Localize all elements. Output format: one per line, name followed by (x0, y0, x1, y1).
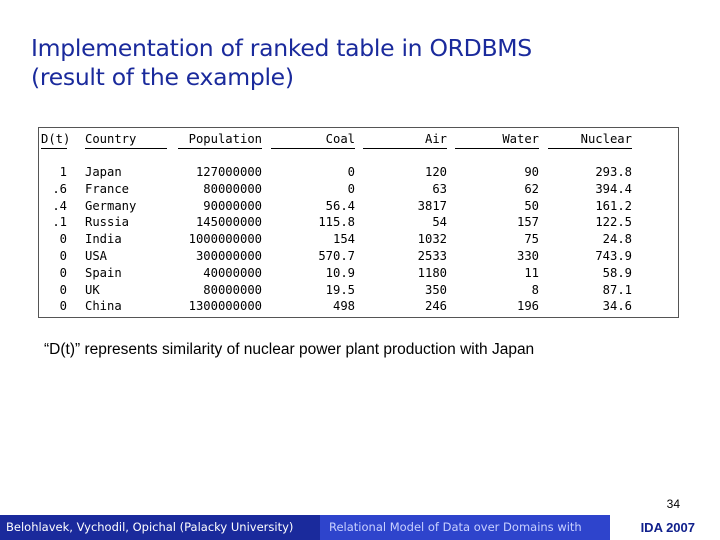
cell-water: 157 (516, 215, 539, 230)
header-rule (178, 148, 262, 149)
cell-dt: .6 (52, 181, 67, 196)
cell-coal: 19.5 (325, 282, 355, 297)
slide-title-line-2: (result of the example) (31, 63, 294, 91)
header-rule (363, 148, 447, 149)
cell-dt: 0 (59, 249, 67, 263)
header-coal: Coal (325, 132, 355, 146)
cell-air: 350 (424, 282, 447, 297)
cell-water: 196 (516, 299, 539, 314)
cell-water: 50 (524, 198, 539, 213)
cell-air: 246 (424, 299, 447, 314)
cell-country: Japan (85, 165, 122, 179)
cell-air: 54 (432, 215, 447, 230)
cell-air: 63 (432, 181, 447, 196)
cell-water: 330 (516, 249, 539, 263)
cell-coal: 56.4 (325, 198, 355, 213)
table-row (39, 248, 678, 265)
cell-dt: 0 (59, 282, 67, 297)
cell-coal: 10.9 (325, 265, 355, 280)
cell-nuclear: 122.5 (595, 215, 632, 230)
cell-coal: 154 (332, 232, 355, 247)
header-water: Water (502, 132, 539, 146)
cell-population: 80000000 (203, 181, 262, 196)
header-rule (455, 148, 539, 149)
cell-coal: 0 (347, 181, 355, 196)
cell-dt: .1 (52, 215, 67, 230)
cell-nuclear: 87.1 (602, 282, 632, 297)
header-air: Air (424, 132, 447, 146)
header-rule (548, 148, 632, 149)
cell-country: Germany (85, 198, 137, 213)
header-dt: D(t) (41, 132, 71, 146)
header-population: Population (188, 132, 262, 146)
slide-caption: “D(t)” represents similarity of nuclear power plant production with Japan (44, 341, 535, 358)
table-row (39, 164, 678, 181)
cell-water: 11 (524, 265, 539, 280)
cell-water: 8 (531, 282, 539, 297)
cell-population: 300000000 (195, 249, 262, 263)
cell-nuclear: 34.6 (602, 299, 632, 314)
cell-coal: 498 (332, 299, 355, 314)
cell-population: 145000000 (195, 215, 262, 230)
footer-bar (0, 513, 720, 540)
footer-authors: Belohlavek, Vychodil, Opichal (Palacky University) (0, 515, 320, 540)
cell-air: 3817 (417, 198, 447, 213)
cell-dt: 0 (59, 299, 67, 314)
cell-water: 62 (524, 181, 539, 196)
cell-coal: 570.7 (318, 249, 355, 263)
cell-dt: 0 (59, 265, 67, 280)
cell-coal: 115.8 (318, 215, 355, 230)
cell-nuclear: 58.9 (602, 265, 632, 280)
table-row (39, 282, 678, 299)
header-rule (271, 148, 355, 149)
cell-nuclear: 743.9 (595, 249, 632, 263)
cell-population: 40000000 (203, 265, 262, 280)
table-row (39, 214, 678, 231)
page-number: 34 (666, 497, 680, 511)
cell-population: 127000000 (195, 165, 262, 179)
slide-title-line-1: Implementation of ranked table in ORDBMS (31, 34, 532, 62)
table-row (39, 231, 678, 248)
cell-population: 1300000000 (188, 299, 262, 314)
cell-air: 1180 (417, 265, 447, 280)
table-row (39, 265, 678, 282)
cell-country: USA (85, 249, 108, 263)
cell-country: China (85, 299, 122, 314)
cell-water: 90 (524, 165, 539, 179)
table-row (39, 198, 678, 215)
cell-country: Spain (85, 265, 122, 280)
table-row (39, 298, 678, 315)
cell-nuclear: 24.8 (602, 232, 632, 247)
cell-air: 120 (424, 165, 447, 179)
cell-nuclear: 161.2 (595, 198, 632, 213)
slide-title (31, 34, 691, 92)
header-rule (41, 148, 67, 149)
cell-nuclear: 293.8 (595, 165, 632, 179)
ranked-table (38, 127, 679, 318)
cell-air: 2533 (417, 249, 447, 263)
cell-population: 80000000 (203, 282, 262, 297)
cell-coal: 0 (347, 165, 355, 179)
cell-population: 90000000 (203, 198, 262, 213)
footer-event: IDA 2007 (610, 515, 720, 540)
table-row (39, 181, 678, 198)
cell-water: 75 (524, 232, 539, 247)
cell-country: UK (85, 282, 100, 297)
cell-country: India (85, 232, 122, 247)
cell-nuclear: 394.4 (595, 181, 632, 196)
header-rule (85, 148, 167, 149)
footer-course: Relational Model of Data over Domains with (320, 515, 610, 540)
cell-dt: 0 (59, 232, 67, 247)
cell-dt: .4 (52, 198, 67, 213)
cell-country: Russia (85, 215, 130, 230)
cell-dt: 1 (59, 165, 67, 179)
header-country: Country (85, 132, 137, 146)
cell-country: France (85, 181, 130, 196)
table-header-row (39, 131, 678, 148)
cell-population: 1000000000 (188, 232, 262, 247)
header-nuclear: Nuclear (580, 132, 632, 146)
cell-air: 1032 (417, 232, 447, 247)
